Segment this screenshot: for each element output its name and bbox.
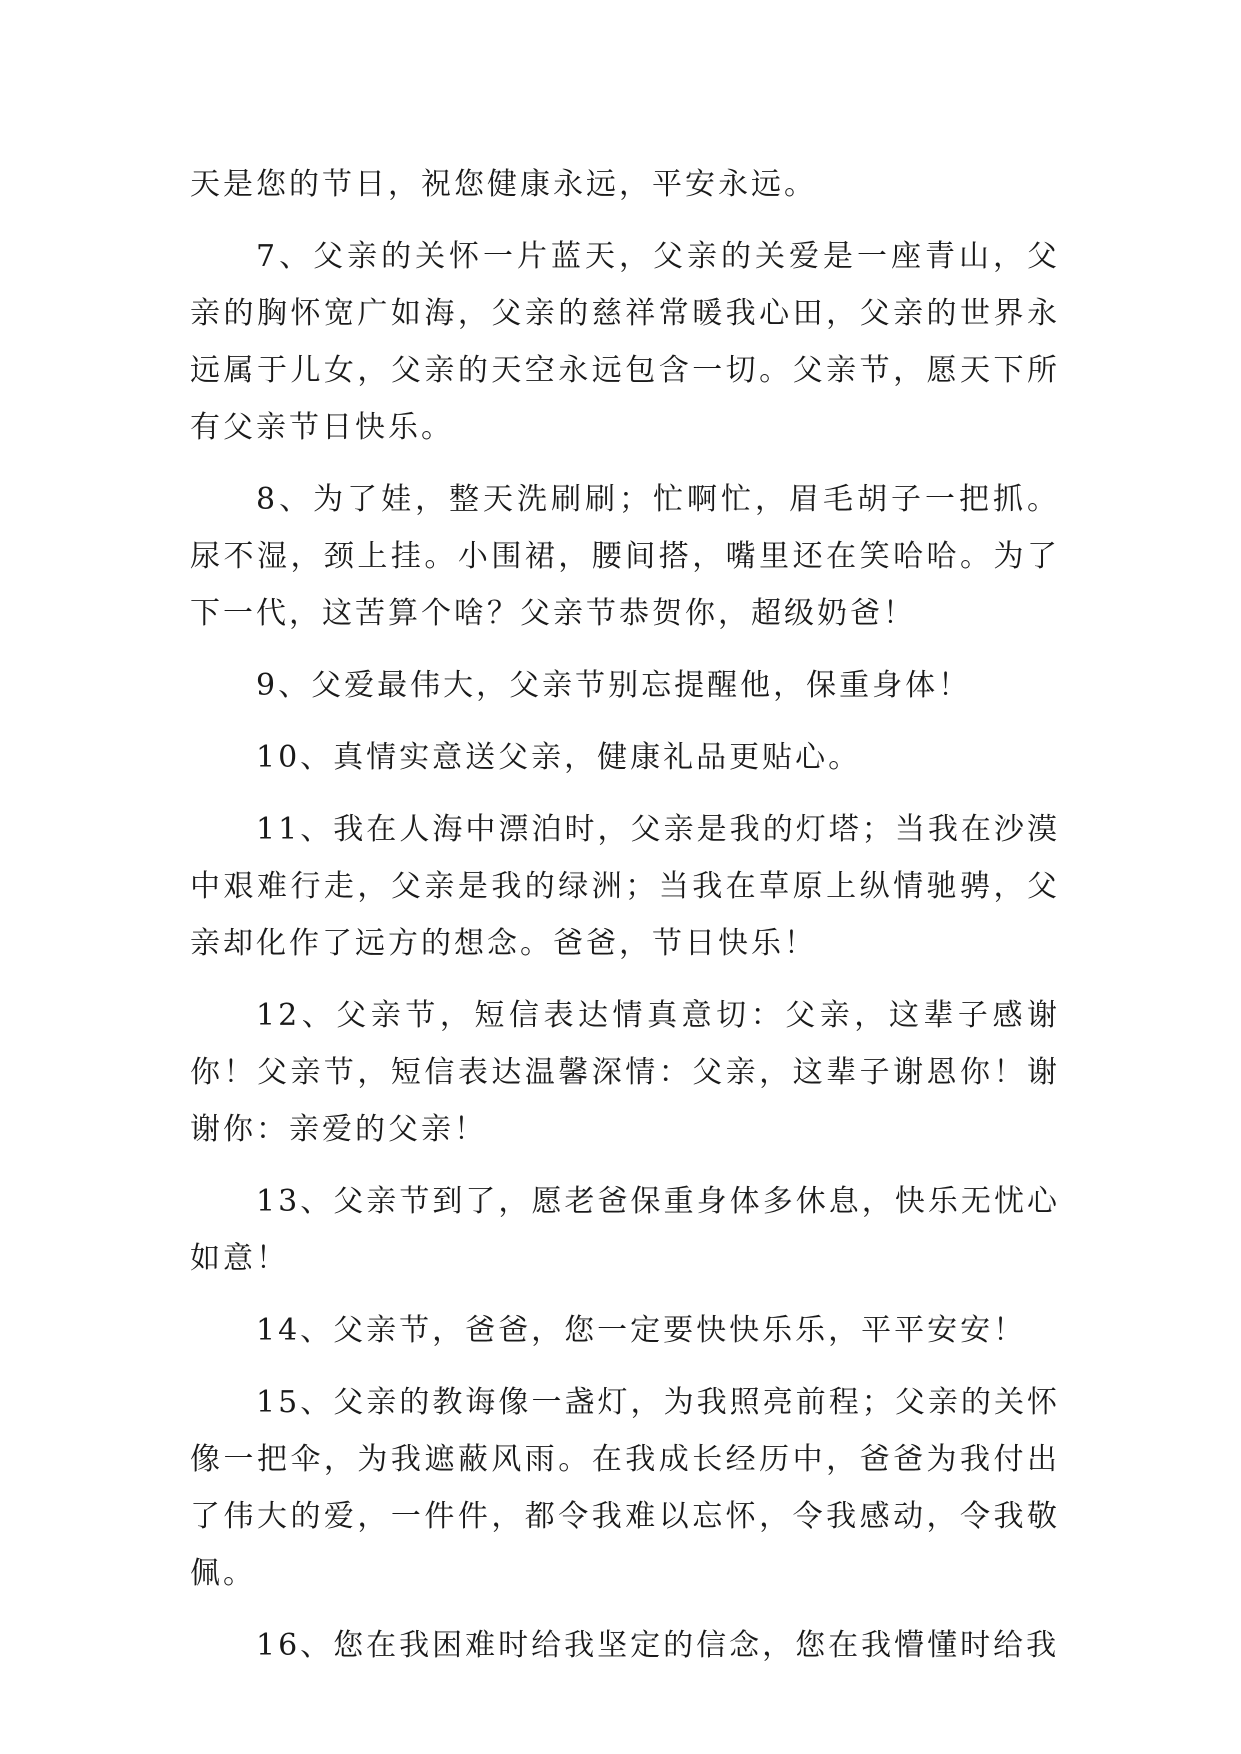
paragraph-12: 12、父亲节，短信表达情真意切：父亲，这辈子感谢你！父亲节，短信表达温馨深情：父亲，这辈子谢恩你！谢谢你：亲爱的父亲！ xyxy=(190,998,1060,1147)
paragraph-9: 9、父爱最伟大，父亲节别忘提醒他，保重身体！ xyxy=(256,668,972,703)
paragraph-8: 8、为了娃，整天洗刷刷；忙啊忙，眉毛胡子一把抓。尿不湿，颈上挂。小围裙，腰间搭，嘴里还在笑哈哈。为了下一代，这苦算个啥？父亲节恭贺你，超级奶爸！ xyxy=(190,482,1060,631)
paragraph-14: 14、父亲节，爸爸，您一定要快快乐乐，平平安安！ xyxy=(256,1313,1027,1348)
document-body xyxy=(190,156,1060,1689)
paragraph-continuation: 天是您的节日，祝您健康永远，平安永远。 xyxy=(190,167,817,202)
paragraph-11: 11、我在人海中漂泊时，父亲是我的灯塔；当我在沙漠中艰难行走，父亲是我的绿洲；当我在草原上纵情驰骋，父亲却化作了远方的想念。爸爸，节日快乐！ xyxy=(190,812,1060,961)
paragraph-10: 10、真情实意送父亲，健康礼品更贴心。 xyxy=(256,740,862,775)
paragraph-15: 15、父亲的教诲像一盏灯，为我照亮前程；父亲的关怀像一把伞，为我遮蔽风雨。在我成长经历中，爸爸为我付出了伟大的爱，一件件，都令我难以忘怀，令我感动，令我敬佩。 xyxy=(190,1385,1060,1591)
paragraph-16: 16、您在我困难时给我坚定的信念，您在我懵懂时给我 xyxy=(256,1628,1060,1663)
paragraph-13: 13、父亲节到了，愿老爸保重身体多休息，快乐无忧心如意！ xyxy=(190,1184,1060,1276)
paragraph-7: 7、父亲的关怀一片蓝天，父亲的关爱是一座青山，父亲的胸怀宽广如海，父亲的慈祥常暖我心田，父亲的世界永远属于儿女，父亲的天空永远包含一切。父亲节，愿天下所有父亲节日快乐。 xyxy=(190,239,1060,445)
